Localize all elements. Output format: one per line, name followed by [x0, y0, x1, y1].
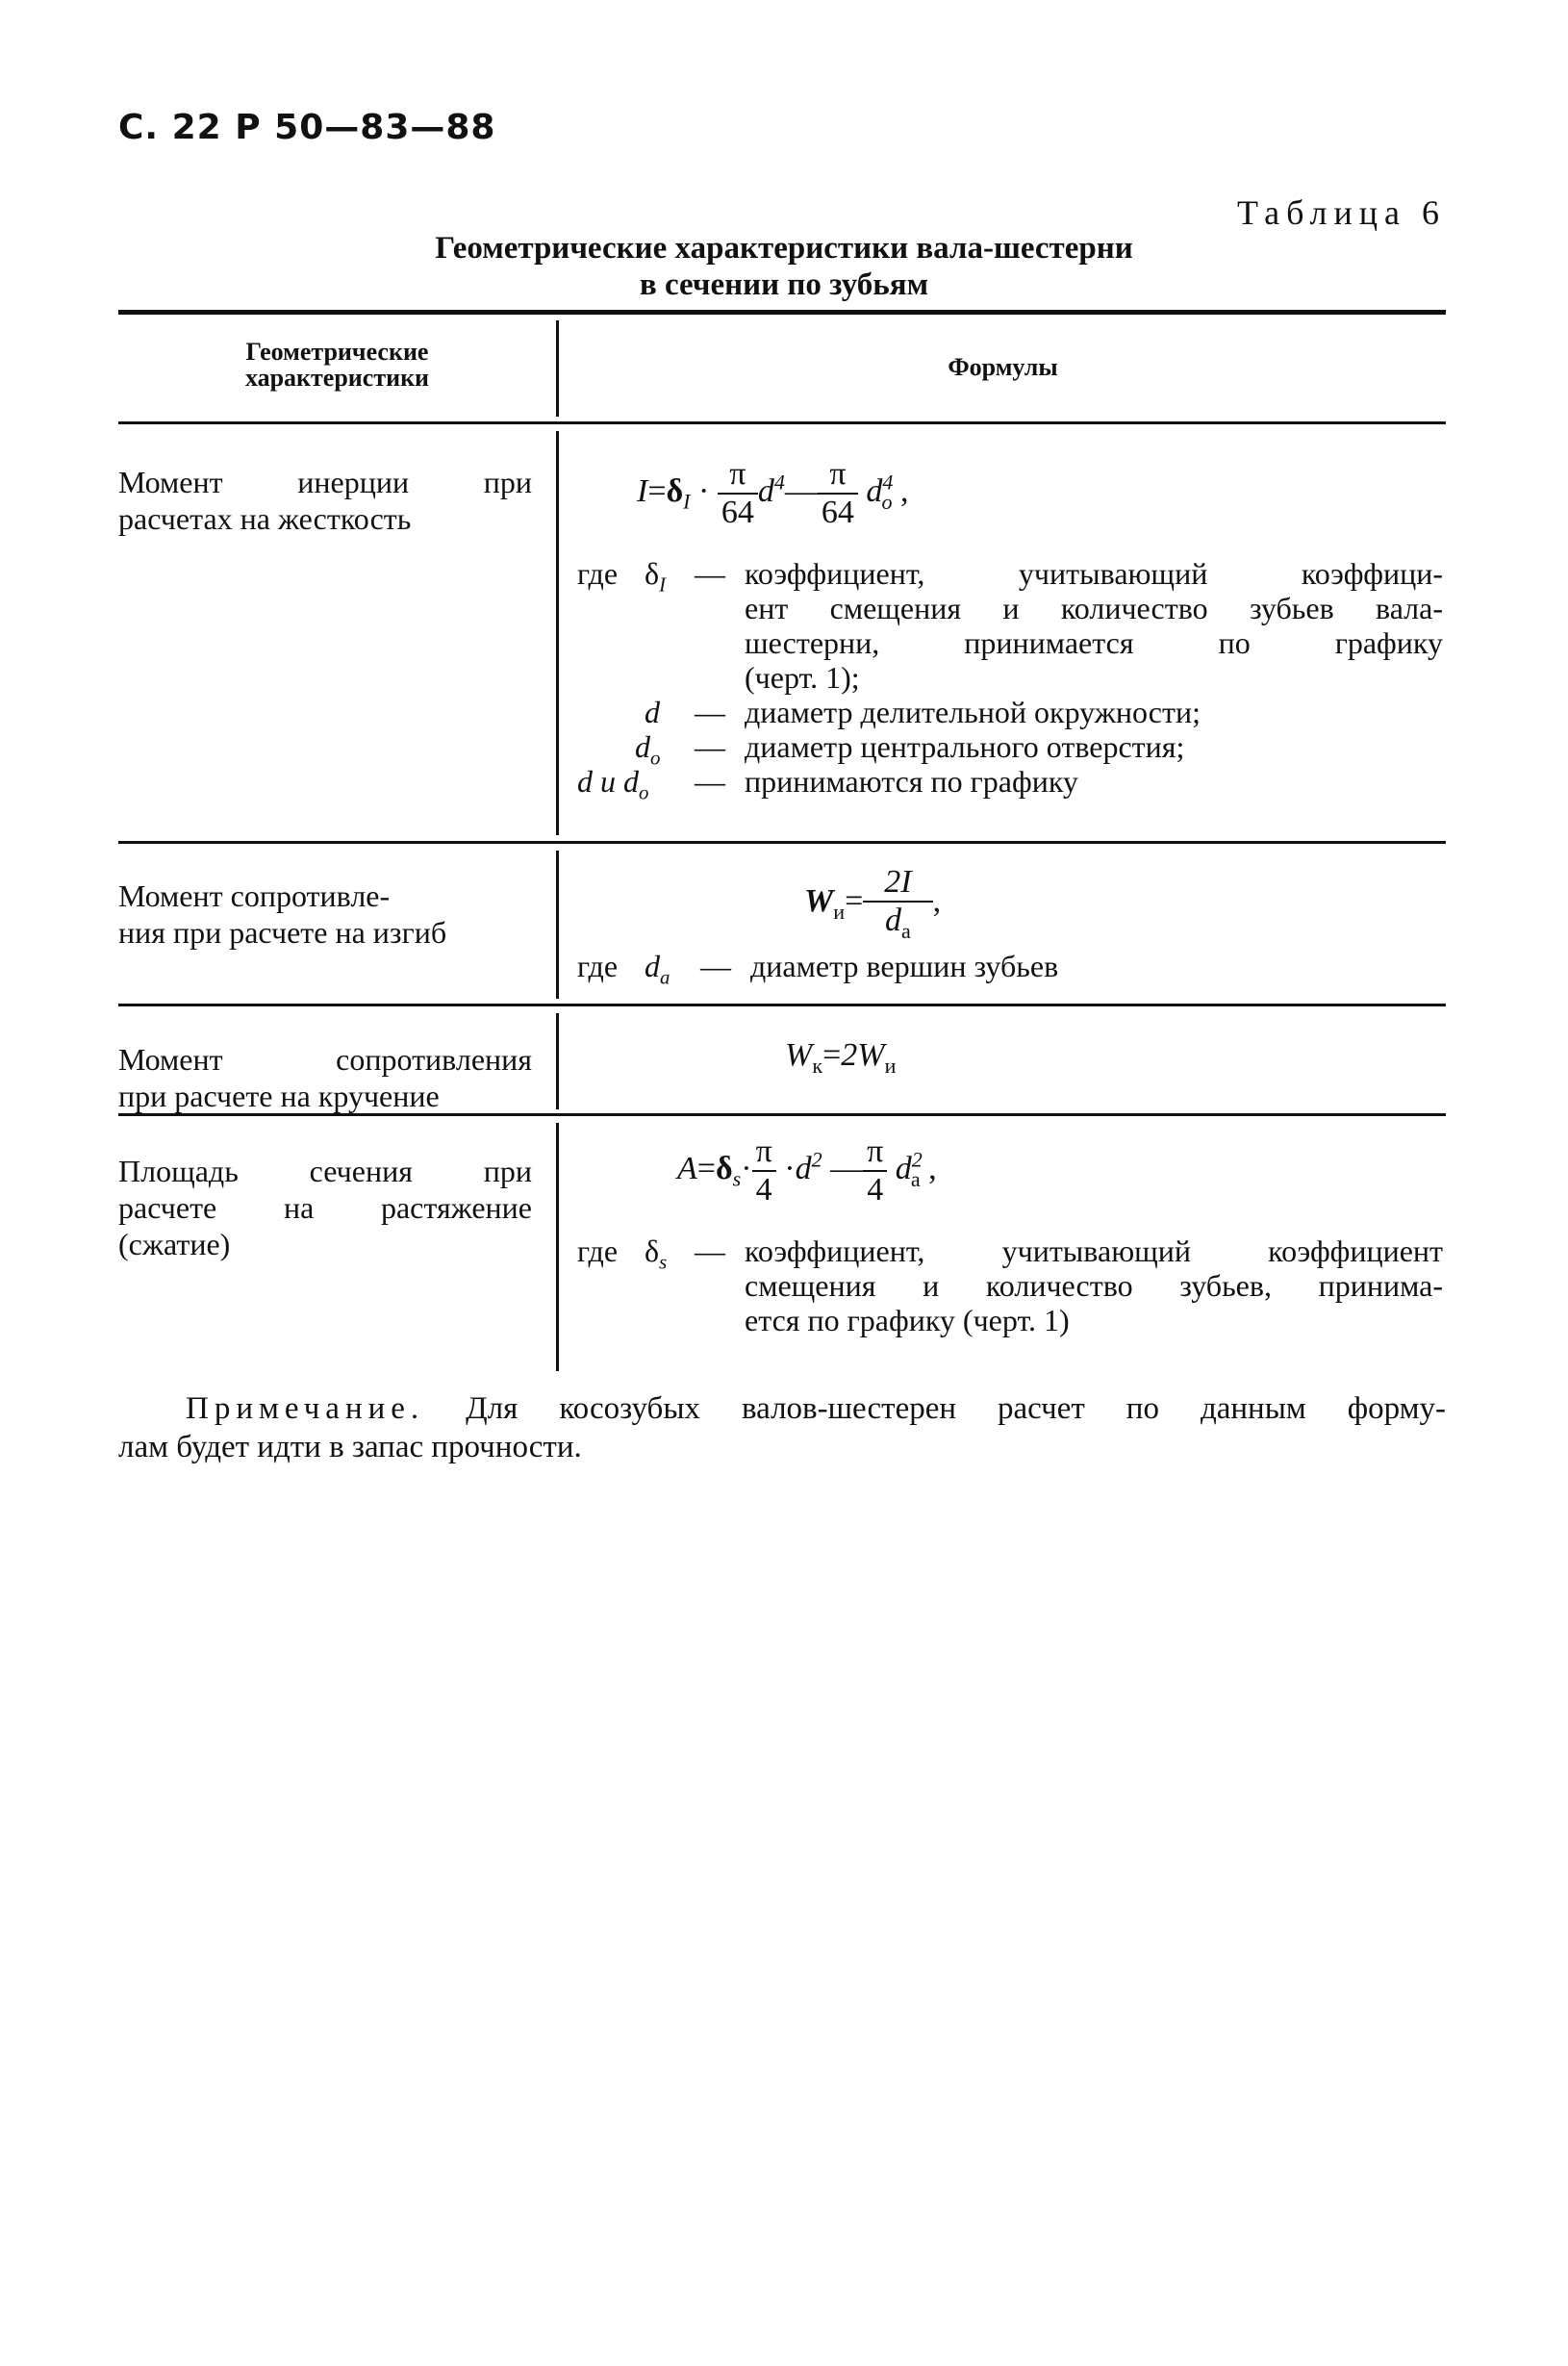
def-symbol: $\delta_s$: [645, 1234, 668, 1274]
formula-symbol: d: [757, 472, 774, 509]
row2-label: [118, 878, 532, 951]
formula-fraction: $\frac{2I}{d_a}$: [863, 864, 932, 944]
row2-label-line: ния при расчете на изгиб: [118, 915, 447, 950]
formula-subscript: и: [884, 1053, 897, 1078]
row2-bottom-rule: [118, 1004, 1446, 1006]
row4-label-line: Площадь сечения при: [118, 1154, 532, 1188]
def-text-line: шестерни, принимается по графику: [745, 625, 1443, 660]
def-text-line: коэффициент, учитывающий коэффициент: [745, 1234, 1443, 1268]
formula-fraction: $\frac{\pi}{4}$: [863, 1133, 887, 1208]
formula-subscript: к: [812, 1053, 823, 1078]
def-text-line: смещения и количество зубьев, принима-: [745, 1268, 1443, 1303]
formula-exponent: 2: [811, 1147, 822, 1172]
page-header: С. 22 Р 50—83—88: [118, 108, 496, 147]
formula-symbol: d: [895, 1150, 912, 1186]
row3-label: [118, 1041, 532, 1114]
def-symbol: $\delta_I$: [645, 556, 667, 597]
formula-symbol: W: [785, 1037, 813, 1073]
where-word: где: [577, 949, 619, 983]
table-title-line1: Геометрические характеристики вала-шестерни: [435, 231, 1133, 266]
formula-subscript: o: [881, 489, 893, 514]
column-header-line1: Геометрические: [245, 338, 429, 366]
row1-column-divider: [556, 431, 559, 835]
formula-fraction: $\frac{\pi}{4}$: [752, 1133, 776, 1208]
column-header-characteristics: [118, 339, 556, 392]
formula-subscript: и: [833, 900, 846, 924]
row1-definitions: где $\delta_I$ — d — диаметр делительной окружности; $d_o$ — диаметр центрального отверстия; d и $d_o$ — принимаются по графику: [577, 556, 1443, 816]
where-word: где: [577, 1234, 619, 1268]
row1-label-line: Момент инерции при: [118, 465, 532, 499]
table-top-rule: [118, 310, 1446, 315]
def-text: диаметр делительной окружности;: [745, 695, 1201, 729]
row4-formula: $A=\delta_s\cdot$ $\frac{\pi}{4}$ $\cdot d^2$ — $\frac{\pi}{4}$ $d^2_a$ ,: [677, 1133, 937, 1208]
def-symbol: $d_a$: [645, 949, 670, 989]
formula-fraction: $\frac{\pi}{64}$: [718, 456, 758, 531]
row4-label-line: расчете на растяжение: [118, 1190, 532, 1225]
def-text: диаметр центрального отверстия;: [745, 729, 1185, 764]
def-text-line: коэффициент, учитывающий коэффици-: [745, 556, 1443, 591]
row2-formula: $W_и=$ $\frac{2I}{d_a}$ ,: [804, 864, 942, 943]
formula-symbol: d: [866, 472, 883, 509]
note-label: Примечание.: [186, 1391, 425, 1426]
row4-definitions: где $\delta_s$ —: [577, 1234, 1443, 1272]
table-title-line2: в сечении по зубьям: [639, 267, 929, 302]
row4-column-divider: [556, 1123, 559, 1371]
def-text-line: ент смещения и количество зубьев вала-: [745, 591, 1443, 625]
row2-column-divider: [556, 851, 559, 999]
header-column-divider: [556, 320, 559, 417]
note-line1: [118, 1389, 1446, 1428]
formula-symbol: δ: [715, 1150, 733, 1186]
row4-coef-description: [745, 1234, 1443, 1337]
row2-label-line: Момент сопротивле-: [118, 878, 391, 913]
formula-subscript: a: [910, 1166, 921, 1191]
header-bottom-rule: [118, 421, 1446, 424]
def-text: диаметр вершин зубьев: [750, 949, 1059, 983]
table-number: Таблица 6: [1237, 193, 1446, 232]
row4-label-line: (сжатие): [118, 1227, 231, 1261]
def-symbol: d: [645, 695, 660, 729]
row3-label-line: при расчете на кручение: [118, 1079, 440, 1113]
row1-bottom-rule: [118, 841, 1446, 844]
row2-definitions: где $d_a$ — диаметр вершин зубьев: [577, 949, 1443, 987]
table-title: [0, 231, 1568, 304]
formula-exponent: 4: [773, 470, 785, 495]
def-text-line: (черт. 1);: [745, 660, 860, 695]
row1-formula: $I=\delta_I$ · $\frac{\pi}{64}$ $d^4—$ $\frac{\pi}{64}$ $d^4_o$ ,: [637, 456, 909, 530]
row1-coef-description: [745, 556, 1443, 695]
table-note: [118, 1389, 1446, 1466]
formula-symbol: W: [804, 883, 834, 920]
def-symbol: $d_o$: [635, 729, 661, 770]
row3-formula: $W_к=2W_и$: [785, 1037, 897, 1078]
where-word: где: [577, 556, 619, 591]
formula-symbol: 2W: [841, 1037, 885, 1073]
row1-label-line: расчетах на жесткость: [118, 501, 412, 536]
formula-symbol: A: [677, 1150, 697, 1186]
row1-label: [118, 464, 532, 537]
row3-label-line: Момент сопротивления: [118, 1042, 532, 1077]
formula-subscript: s: [732, 1166, 742, 1191]
formula-exponent: 2: [911, 1147, 923, 1172]
def-text-line: ется по графику (черт. 1): [745, 1303, 1070, 1337]
row3-column-divider: [556, 1013, 559, 1109]
def-symbol: d и $d_o$: [577, 764, 649, 804]
formula-symbol: δ: [666, 472, 684, 509]
formula-exponent: 4: [882, 470, 894, 495]
formula-fraction: $\frac{\pi}{64}$: [818, 456, 858, 531]
formula-symbol: d: [795, 1150, 812, 1186]
column-header-formulas: Формулы: [948, 353, 1058, 381]
note-text: Для косозубых валов-шестерен расчет по данным форму-: [466, 1391, 1447, 1426]
formula-subscript: I: [683, 489, 691, 514]
def-text: принимаются по графику: [745, 764, 1078, 799]
note-line2: лам будет идти в запас прочности.: [118, 1430, 582, 1464]
formula-symbol: I: [637, 472, 648, 509]
row4-label: [118, 1153, 532, 1262]
column-header-line2: характеристики: [244, 364, 430, 393]
